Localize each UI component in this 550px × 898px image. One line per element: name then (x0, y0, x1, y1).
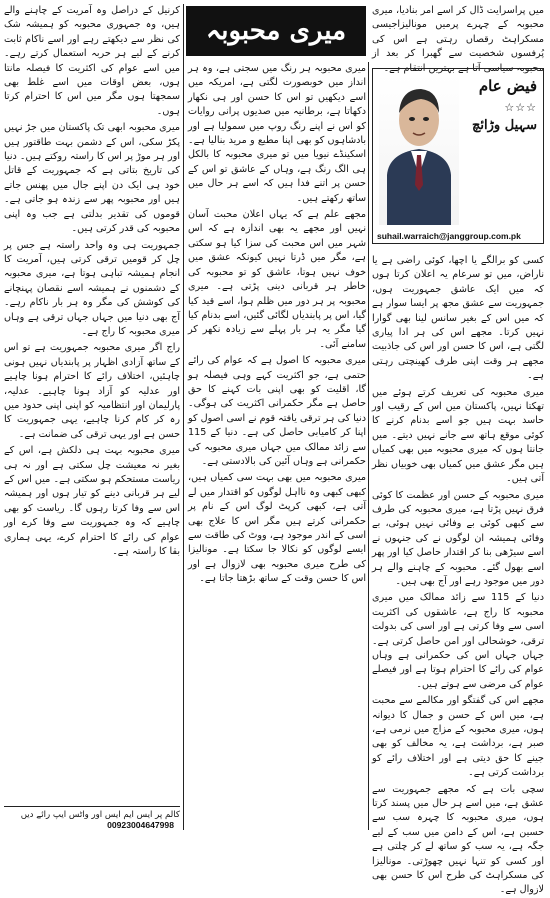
paragraph: میری محبوبہ ابھی تک پاکستان میں جڑ نہیں پکڑ سکی، اس کے دشمن بہت طاقتور ہیں اور ہر موڑ پر اس کا راستہ روکتے ہیں۔ دنیا کی تاریخ بتاتی ہے کہ جمہوریت کے قاتل خود ہی ایک دن اپنے جال میں پھنس جاتے ہیں اور محبوبہ پھر سے زندہ ہو جاتی ہے۔ قوموں کی تقدیر بدلتی ہے جب وہ اپنی محبوبہ کی قدر کرتی ہیں۔ (4, 122, 180, 235)
footer-note: کالم پر ایس ایم ایس اور واٹس ایپ رائے دیں (20, 810, 180, 820)
paragraph: جمہوریت ہی وہ واحد راستہ ہے جس پر چل کر قومیں ترقی کرتی ہیں، آمریت کا انجام ہمیشہ تباہی ہوتا ہے، میری محبوبہ کے دشمنوں نے ہمیشہ اسے نقصان پہنچانے کی کوشش کی مگر وہ ہر بار ناکام رہے۔ آج بھی دنیا میں جہاں جہاں ترقی ہے وہاں میری محبوبہ کا راج ہے۔ (4, 239, 180, 337)
left-column (4, 4, 180, 800)
author-profile (372, 68, 544, 244)
paragraph: مجھے علم ہے کہ یہاں اعلان محبت آسان نہیں اور مجھے یہ بھی اندازہ ہے کہ اس شہر میں اس محبت کی سزا کیا ہو سکتی ہے، مگر میں ڈرتا نہیں کیونکہ عشق میں خوف نہیں ہوتا، عاشق کو تو محبوبہ کی خاطر ہر قربانی دینی پڑتی ہے۔ میری محبوبہ پر ہر دور میں ظلم ہوا، اسے قید کیا گیا، اس پر پابندیاں لگائی گئیں، اسے بدنام کیا گیا مگر یہ ہر بار پہلے سے زیادہ نکھر کر سامنے آئی۔ (188, 209, 366, 350)
author-photo (379, 75, 459, 225)
paragraph: میری محبوبہ کی تعریف کرتے ہوئے میں تھکتا نہیں، پاکستان میں اس کے رقیب اور حاسد بہت ہیں جو اسے بدنام کرنے کا کوئی موقع ہاتھ سے جانے نہیں دیتے۔ میں جانتا ہوں کہ میری محبوبہ میں بھی کمیاں ہیں مگر عشق میں کمیاں بھی خوبیاں نظر آتی ہیں۔ (372, 386, 544, 485)
stars-icon: ☆☆☆ (504, 101, 537, 114)
paragraph: میری محبوبہ میں بھی بہت سی کمیاں ہیں، کبھی کبھی وہ نااہل لوگوں کو اقتدار میں لے آتی ہے، کبھی کرپٹ لوگ اس کے نام پر حکمرانی کرتے ہیں مگر اس کا علاج بھی اسی کے اندر موجود ہے، ووٹ کی طاقت سے ایسے لوگوں کو نکالا جا سکتا ہے۔ مونالیزا کی طرح میری محبوبہ بھی لازوال ہے اور اس کا حسن وقت کے ساتھ بڑھتا جاتا ہے۔ (188, 472, 366, 585)
paragraph: راج اگر میری محبوبہ جمہوریت ہے تو اس کے ساتھ آزادی اظہار پر پابندیاں نہیں ہونی چاہئیں، اختلاف رائے کا احترام ہونا چاہیے اور عدلیہ کو آزاد ہونا چاہیے۔ عدلیہ، پارلیمان اور انتظامیہ کو اپنی اپنی حدود میں رہ کر کام کرنا چاہیے، یہی جمہوریت کا حسن ہے اور یہی ترقی کی ضمانت ہے۔ (4, 342, 180, 440)
author-portrait-icon (379, 75, 459, 225)
author-email[interactable]: suhail.warraich@janggroup.com.pk (377, 231, 521, 241)
paragraph: مجھے اس کی گفتگو اور مکالمے سے محبت ہے، میں اس کے حسن و جمال کا دیوانہ ہوں، میری محبوبہ کے مزاج میں نرمی ہے، صبر ہے، برداشت ہے، یہ مخالف کو بھی جینے کا حق دیتی ہے اور اختلاف رائے کو برداشت کرتی ہے۔ (372, 695, 544, 779)
paragraph: میری محبوبہ کا اصول ہے کہ عوام کی رائے حتمی ہے، جو اکثریت کہے وہی فیصلہ ہو گا، اقلیت کو بھی اپنی بات کہنے کا حق حاصل ہے مگر حکمرانی اکثریت کی ہوگی۔ دنیا کی ہر ترقی یافتہ قوم نے اسی اصول کو اپنا کر کامیابی حاصل کی ہے۔ دنیا کے 115 سے زائد ممالک میں جہاں میری محبوبہ کی حکمرانی ہے وہاں آئین کی بالادستی ہے۔ (188, 355, 366, 467)
paragraph: کرنیل کے دراصل وہ آمریت کے چاہنے والے ہیں، وہ جمہوری محبوبہ کو ہمیشہ شک کی نظر سے دیکھتے رہے اور اسے ناکام ثابت کرنے کے لیے ہر حربہ استعمال کرتے رہے۔ میں اسے عوام کی اکثریت کا فیصلہ مانتا ہوں، بعض اوقات میں اسے غلط بھی سمجھتا ہوں مگر میں اس کا احترام کرتا ہوں۔ (4, 5, 180, 117)
column-divider (368, 62, 369, 830)
column-divider (183, 4, 184, 830)
column-footer (4, 810, 180, 831)
paragraph: کسی کو برالگے یا اچھا، کوئی راضی ہے یا ناراض، میں تو سرعام یہ اعلان کرتا ہوں کہ میں ایک عاشق جمہوریت ہوں، جمہوریت سے عشق مجھ پر ایسا سوار ہے کہ میں اس کے بغیر سانس لینا بھی گوارا نہیں کرتا۔ مجھے اس کی ہر ادا پیاری لگتی ہے، اس کا حسن اور اس کی جاذبیت مجھے ہر وقت اپنی طرف کھینچتی رہتی ہے۔ (372, 255, 544, 382)
paragraph: میری محبوبہ بہت ہی دلکش ہے، اس کے بغیر نہ معیشت چل سکتی ہے اور نہ ہی ریاست مستحکم ہو سکتی ہے۔ میں اس کے لیے ہر قربانی دینے کو تیار ہوں اور ہمیشہ اس سے وفا کرتا رہوں گا۔ ریاست کو بھی چاہیے کہ وہ جمہوریت سے وفا کرے اور عوام کی رائے کا احترام کرے، یہی ہماری بقا کا راستہ ہے۔ (4, 445, 180, 558)
footer-phone[interactable]: 00923004647998 (107, 820, 174, 830)
author-name: سہیل وڑائچ (472, 118, 537, 133)
column-title: میری محبوبہ (186, 6, 366, 56)
paragraph: سچی بات ہے کہ مجھے جمہوریت سے عشق ہے، میں اسے ہر حال میں پسند کرتا ہوں، میری محبوبہ کا چہرہ سب سے حسین ہے، اس کے دامن میں سب کے لیے جگہ ہے، یہ سب کو ساتھ لے کر چلتی ہے اور کسی کو تنہا نہیں چھوڑتی۔ مونالیزا کی مسکراہٹ کی طرح اس کا حسن بھی لازوال ہے۔ (372, 783, 544, 896)
footer-divider (4, 806, 180, 807)
right-top-text: میں پراسرایت ڈال کر اسے امر بنادیا، میری محبوبہ کے چہرے پرمیں مونالیزاجیسی مسکراہٹ رقصاں رہتی ہے اس کی پُرفسوں شخصیت سے گھبرا کر بعد از محبوبہ سیاسی آتا ہے بہترین انتقام ہے۔ (372, 5, 544, 74)
author-names (457, 75, 537, 133)
paragraph: میری محبوبہ ہر رنگ میں سجتی ہے، وہ ہر انداز میں خوبصورت لگتی ہے، امریکہ میں اسے دیکھیں تو اس کا حسن اور ہی نکھار دکھاتا ہے، برطانیہ میں صدیوں پرانی روایات کو اس نے اپنے رنگ روپ میں سمولیا ہے اور بادشاہوں کو بھی اپنا مطیع و مرید بنالیا ہے۔ اسکینڈے نیویا میں تو میری محبوبہ کا بالکل ہی الگ رنگ ہے، وہاں کے عاشق تو اس کے حسن پر اتنے فدا ہیں کہ اسے ہر حال میں ساتھ رکھتے ہیں۔ (188, 63, 366, 204)
middle-column (188, 62, 366, 830)
right-column (372, 254, 544, 896)
paragraph: میری محبوبہ کے حسن اور عظمت کا کوئی فرق نہیں پڑتا ہے، میری محبوبہ کی طرف سے کبھی کوئی بے وفائی نہیں ہوئی، بے وفائی ہمیشہ ان لوگوں نے کی جنہوں نے اسے سیڑھی بنا کر اقتدار حاصل کیا اور پھر اسے بھول گئے۔ محبوبہ کے چاہنے والے ہر دور میں موجود رہے اور آج بھی ہیں۔ (372, 489, 544, 587)
paragraph: دنیا کے 115 سے زائد ممالک میں میری محبوبہ کا راج ہے، عاشقوں کی اکثریت اسی سے وفا کرتی ہے اور اسی کی بدولت ترقی، خوشحالی اور امن حاصل کرتی ہے۔ جہاں جہاں اس کی حکمرانی ہے وہاں عوام کی رائے کا احترام ہوتا ہے اور فیصلے عوام کی مرضی سے ہوتے ہیں۔ (372, 592, 544, 690)
series-name: فیض عام (478, 77, 537, 95)
